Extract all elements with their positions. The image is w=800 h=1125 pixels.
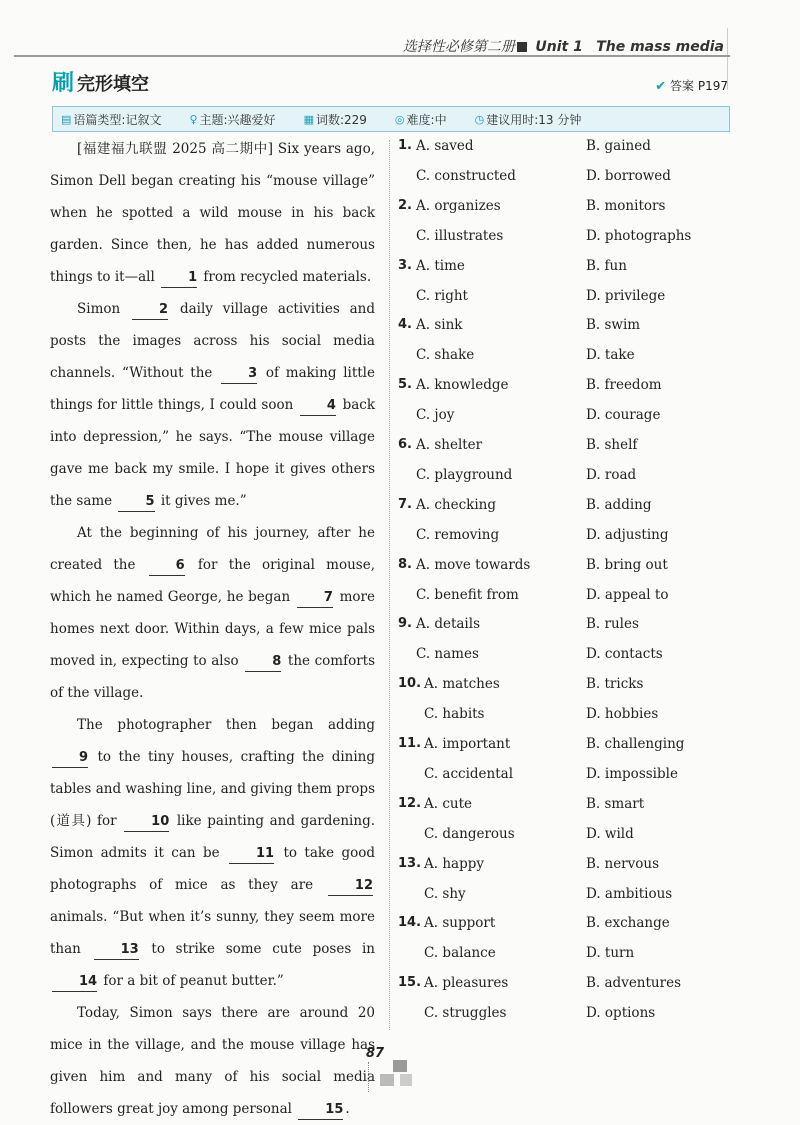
option-a: A. knowledge (416, 377, 509, 394)
option-a: A. time (416, 257, 465, 274)
question-item (398, 794, 728, 854)
question-item (398, 315, 728, 375)
option-a: A. support (424, 915, 496, 932)
option-b: B. bring out (586, 556, 668, 573)
option-b: B. nervous (586, 855, 660, 872)
option-b: B. gained (586, 138, 651, 154)
option-b: B. tricks (586, 676, 644, 693)
option-b: B. challenging (586, 735, 685, 752)
question-item (398, 854, 728, 914)
square-icon (517, 42, 527, 52)
option-b: B. adventures (586, 975, 681, 992)
question-item (398, 375, 728, 435)
blank-13: 13 (94, 941, 139, 960)
option-c: C. shake (416, 347, 475, 364)
option-b: B. shelf (586, 436, 638, 453)
question-item (398, 435, 728, 495)
option-d: D. road (586, 466, 637, 483)
question-item (398, 913, 728, 973)
option-c: C. accidental (424, 765, 514, 782)
option-c: C. removing (416, 526, 500, 543)
info-genre: ▤ 语篇类型:记叙文 (61, 112, 162, 127)
blank-1: 1 (161, 269, 197, 288)
option-d: D. ambitious (586, 885, 673, 902)
option-d: D. contacts (586, 646, 663, 663)
option-c: C. right (416, 287, 468, 304)
option-d: D. take (586, 347, 635, 364)
question-number: 8. (398, 556, 412, 572)
unit-title: The mass media (596, 39, 724, 55)
corner-frame (727, 28, 800, 90)
option-d: D. hobbies (586, 706, 659, 723)
blank-6: 6 (149, 557, 185, 576)
option-a: A. move towards (416, 556, 531, 573)
blank-11: 11 (229, 845, 274, 864)
option-a: A. matches (424, 676, 500, 693)
info-difficulty: ◎ 难度:中 (394, 112, 447, 127)
question-item (398, 555, 728, 615)
option-a: A. cute (424, 795, 473, 812)
option-c: C. dangerous (424, 825, 515, 842)
option-c: C. shy (424, 885, 466, 902)
option-c: C. names (416, 646, 479, 663)
option-a: A. important (424, 735, 511, 752)
option-c: C. benefit from (416, 586, 519, 603)
question-item (398, 136, 728, 196)
unit-label: Unit 1 (535, 39, 583, 55)
question-number: 12. (398, 795, 422, 811)
option-c: C. habits (424, 706, 485, 723)
paragraph-2: Simon 2 daily village activities and posts the images across his social media channels. “Without the 3 of making little things for little things, I could soon 4 back into depression,” he says. “The mouse village gave me back my smile. I hope it gives others the same 5 it gives me.” (50, 293, 375, 517)
info-words: ▦ 词数:229 (303, 112, 367, 127)
option-d: D. privilege (586, 287, 666, 304)
question-item (398, 495, 728, 555)
question-number: 7. (398, 496, 412, 512)
option-d: D. courage (586, 407, 661, 424)
brush-icon: 刷 (52, 71, 75, 96)
option-d: D. photographs (586, 227, 692, 244)
option-b: B. fun (586, 257, 627, 274)
question-number: 13. (398, 855, 422, 871)
question-number: 5. (398, 377, 412, 393)
option-a: A. sink (416, 317, 463, 334)
question-item (398, 614, 728, 674)
question-number: 9. (398, 616, 412, 632)
blank-4: 4 (300, 397, 336, 416)
blank-15: 15 (298, 1101, 343, 1120)
question-number: 3. (398, 257, 412, 273)
option-b: B. exchange (586, 915, 670, 932)
page-deco-line (368, 1062, 369, 1092)
option-a: A. details (416, 616, 480, 633)
option-d: D. wild (586, 825, 634, 842)
page-deco (393, 1060, 407, 1072)
paragraph-3: At the beginning of his journey, after he created the 6 for the original mouse, which he named George, he began 7 more homes next door. Within days, a few mice pals moved in, expecting to also 8 the comforts of the village. (50, 525, 375, 701)
blank-9: 9 (52, 749, 88, 768)
bulb-icon: ♀ (189, 112, 198, 126)
option-d: D. options (586, 1005, 656, 1022)
option-b: B. adding (586, 496, 652, 513)
gauge-icon: ◎ (394, 112, 405, 126)
clock-icon: ◷ (474, 112, 485, 126)
blank-2: 2 (132, 301, 168, 320)
option-a: A. saved (416, 138, 474, 154)
paragraph-4: The photographer then began adding 9 to the tiny houses, crafting the dining tables and washing line, and giving them props (道具) for 10 like painting and gardening. Simon admits it can be 11 to take good photographs of mice as they are 12 animals. “But when it’s sunny, they seem more than 13 to strike some cute poses in 14 for a bit of peanut butter.” (50, 709, 375, 997)
option-c: C. playground (416, 466, 513, 483)
section-title: 完形填空 (77, 74, 149, 95)
question-number: 6. (398, 436, 412, 452)
blank-10: 10 (124, 813, 169, 832)
blank-7: 7 (297, 589, 333, 608)
question-item (398, 196, 728, 256)
count-icon: ▦ (303, 112, 314, 126)
info-theme: ♀ 主题:兴趣爱好 (189, 112, 276, 127)
option-d: D. turn (586, 945, 635, 962)
question-item (398, 734, 728, 794)
paragraph-5: Today, Simon says there are around 20 mice in the village, and the mouse village has given him and many of his social media followers great joy among personal 15 . (50, 997, 375, 1125)
question-number: 2. (398, 197, 412, 213)
question-number: 10. (398, 676, 422, 692)
blank-8: 8 (245, 653, 281, 672)
option-a: A. organizes (416, 197, 501, 214)
check-icon: ✔ (655, 79, 667, 94)
answer-reference (655, 77, 728, 94)
option-a: A. happy (424, 855, 484, 872)
blank-12: 12 (328, 877, 373, 896)
question-number: 1. (398, 138, 412, 153)
blank-14: 14 (52, 973, 97, 992)
book-icon: ▤ (61, 112, 72, 126)
option-d: D. impossible (586, 765, 678, 782)
series-label: 选择性必修第二册 (402, 39, 515, 55)
cloze-passage (50, 133, 375, 1125)
answer-page: 答案 P197 (670, 79, 728, 93)
question-options (398, 136, 728, 1033)
option-a: A. shelter (416, 436, 483, 453)
paragraph-1: [福建福九联盟 2025 高二期中] Six years ago, Simon Dell began creating his “mouse village” when he spotted a wild mouse in his back garden. Since then, he has added numerous things to it—all 1 from recycled materials. (50, 133, 375, 293)
running-head (403, 36, 724, 56)
column-divider (389, 140, 390, 1030)
option-c: C. constructed (416, 168, 516, 184)
option-a: A. checking (416, 496, 496, 513)
question-number: 14. (398, 915, 422, 931)
question-number: 11. (398, 735, 422, 751)
question-item (398, 973, 728, 1033)
option-c: C. joy (416, 407, 455, 424)
option-b: B. swim (586, 317, 641, 334)
option-d: D. appeal to (586, 586, 669, 603)
option-d: D. borrowed (586, 168, 671, 184)
option-b: B. smart (586, 795, 645, 812)
page-number: 87 (366, 1046, 385, 1061)
option-b: B. monitors (586, 197, 666, 214)
option-b: B. rules (586, 616, 639, 633)
page-deco (400, 1074, 412, 1086)
option-c: C. balance (424, 945, 496, 962)
option-b: B. freedom (586, 377, 662, 394)
question-item (398, 256, 728, 316)
option-d: D. adjusting (586, 526, 669, 543)
question-number: 4. (398, 317, 412, 333)
page-deco (380, 1074, 394, 1086)
question-item (398, 674, 728, 734)
blank-5: 5 (118, 493, 154, 512)
question-number: 15. (398, 975, 422, 991)
option-a: A. pleasures (424, 975, 509, 992)
info-time: ◷ 建议用时:13 分钟 (474, 112, 582, 127)
option-c: C. struggles (424, 1005, 507, 1022)
info-bar (52, 106, 730, 132)
blank-3: 3 (221, 365, 257, 384)
option-c: C. illustrates (416, 227, 504, 244)
